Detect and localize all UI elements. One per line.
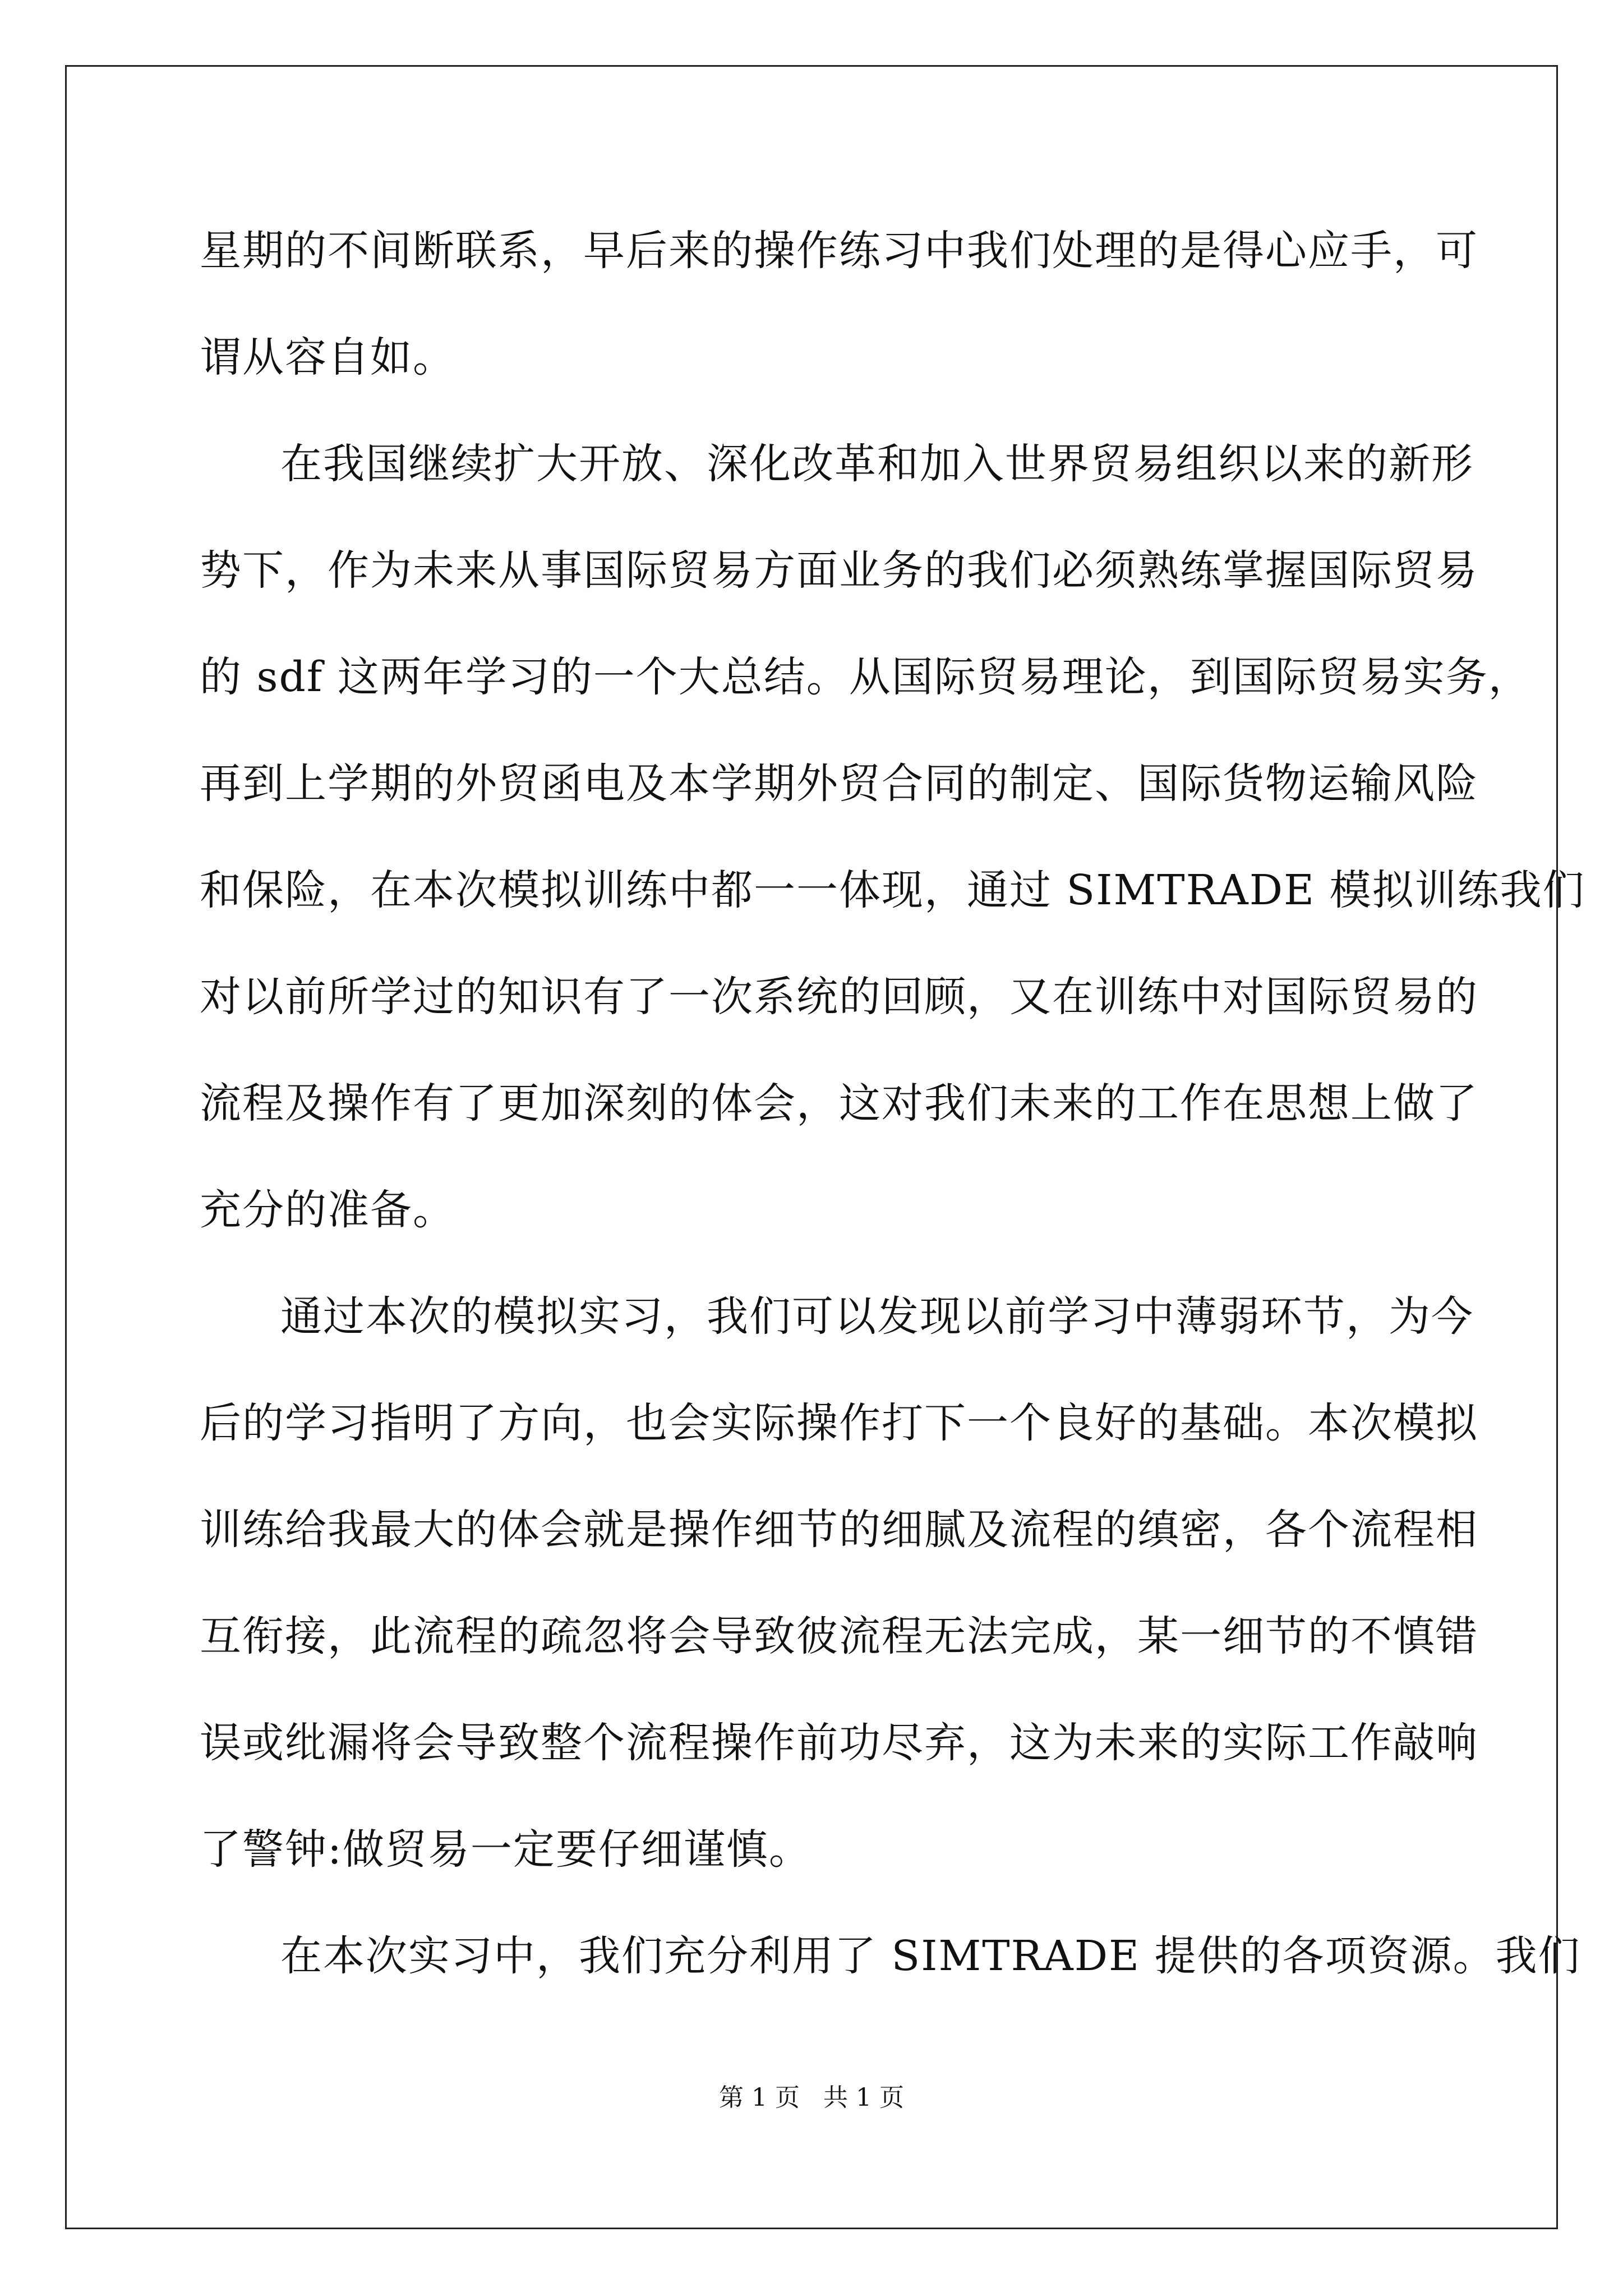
page-border bbox=[65, 65, 1585, 2229]
text-line: 势下，作为未来从事国际贸易方面业务的我们必须熟练掌握国际贸易 bbox=[200, 546, 1478, 595]
text-line: 充分的准备。 bbox=[200, 1186, 455, 1234]
paragraph-start-line: 在本次实习中，我们充分利用了 SIMTRADE 提供的各项资源。我们 bbox=[280, 1932, 1581, 1980]
text-line: 训练给我最大的体会就是操作细节的细腻及流程的缜密，各个流程相 bbox=[200, 1506, 1478, 1554]
text-line: 误或纰漏将会导致整个流程操作前功尽弃，这为未来的实际工作敲响 bbox=[200, 1719, 1478, 1767]
text-line: 再到上学期的外贸函电及本学期外贸合同的制定、国际货物运输风险 bbox=[200, 760, 1478, 808]
text-line: 和保险，在本次模拟训练中都一一体现，通过 SIMTRADE 模拟训练我们 bbox=[200, 866, 1585, 914]
text-line: 流程及操作有了更加深刻的体会，这对我们未来的工作在思想上做了 bbox=[200, 1079, 1478, 1128]
text-line: 对以前所学过的知识有了一次系统的回顾，又在训练中对国际贸易的 bbox=[200, 973, 1478, 1021]
text-line: 了警钟:做贸易一定要仔细谨慎。 bbox=[200, 1825, 811, 1874]
text-line: 谓从容自如。 bbox=[200, 333, 455, 381]
text-line: 星期的不间断联系，早后来的操作练习中我们处理的是得心应手，可 bbox=[200, 227, 1478, 275]
paragraph-start-line: 在我国继续扩大开放、深化改革和加入世界贸易组织以来的新形 bbox=[280, 440, 1474, 488]
text-line: 后的学习指明了方向，也会实际操作打下一个良好的基础。本次模拟 bbox=[200, 1399, 1478, 1447]
page-number-footer: 第 1 页 共 1 页 bbox=[719, 2083, 904, 2112]
text-line: 的 sdf 这两年学习的一个大总结。从国际贸易理论，到国际贸易实务， bbox=[200, 653, 1531, 701]
paragraph-start-line: 通过本次的模拟实习，我们可以发现以前学习中薄弱环节，为今 bbox=[280, 1292, 1474, 1341]
text-line: 互衔接，此流程的疏忽将会导致彼流程无法完成，某一细节的不慎错 bbox=[200, 1612, 1478, 1660]
